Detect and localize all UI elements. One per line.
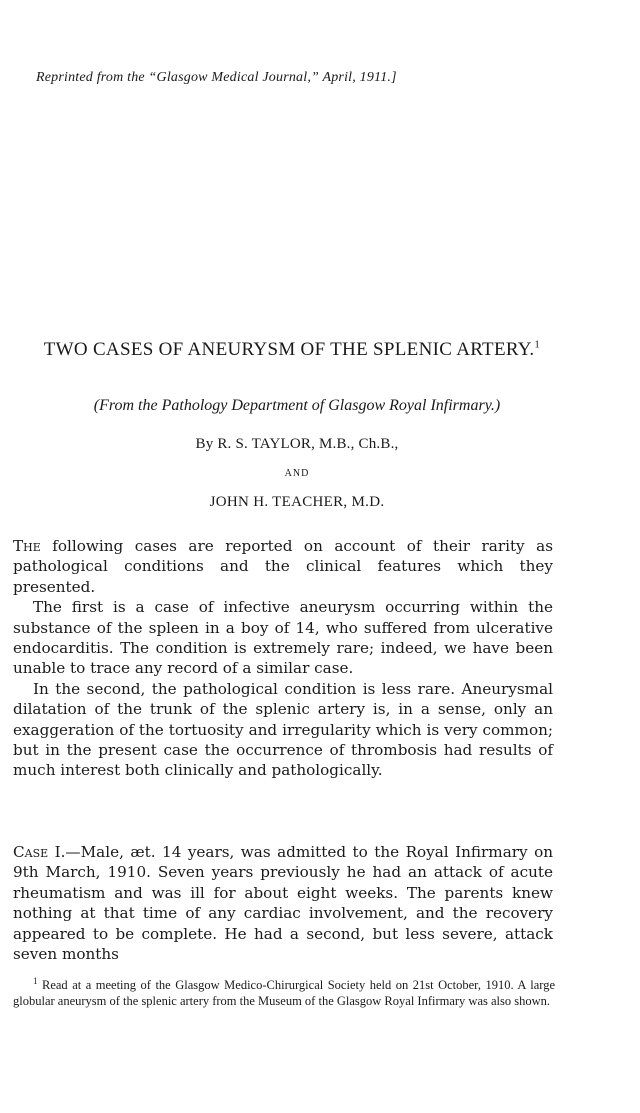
paragraph-1-text: following cases are reported on account of their rarity as pathological conditions and the clinical features which they presented. (13, 537, 553, 596)
case-1-section (13, 842, 553, 964)
paragraph-3: In the second, the pathological condition is less rare. Aneurysmal dilatation of the trunk of the splenic artery is, in a sense, only an exaggeration of the tortuosity and irregularity which is very common; but in the present case the occurrence of thrombosis had results of much interest both clinically and pathologically. (13, 679, 553, 780)
article-title-text: TWO CASES OF ANEURYSM OF THE SPLENIC ARTERY. (43, 339, 535, 360)
article-subtitle: (From the Pathology Department of Glasgow Royal Infirmary.) (93, 397, 501, 414)
second-author: JOHN H. TEACHER, M.D. (209, 494, 385, 510)
reprint-note: Reprinted from the “Glasgow Medical Journal,” April, 1911.] (36, 70, 397, 85)
case-1-text: I.—Male, æt. 14 years, was admitted to the Royal Infirmary on 9th March, 1910. Seven years previously he had an attack of acute rheumatism and was ill for about eight weeks. The parents knew nothing at that time of any cardiac involvement, and the recovery appeared to be complete. He had a second, but less severe, attack seven months (13, 843, 553, 964)
case-1-paragraph (13, 842, 553, 964)
footnote-paragraph (13, 973, 555, 1009)
introduction (13, 536, 553, 781)
paragraph-1-lead: The (13, 537, 41, 555)
case-1-lead: Case (13, 843, 49, 861)
paragraph-1 (13, 536, 553, 597)
footnote (13, 973, 555, 1009)
footnote-mark: 1 (33, 976, 38, 986)
author-separator: AND (284, 468, 310, 479)
byline: By R. S. TAYLOR, M.B., Ch.B., (195, 436, 399, 452)
article-title (12, 338, 572, 362)
footnote-text: Read at a meeting of the Glasgow Medico-Chirurgical Society held on 21st October, 1910. A large globular aneurysm of the splenic artery from the Museum of the Glasgow Royal Infirmary was also shown. (13, 978, 555, 1009)
title-footnote-mark: 1 (534, 338, 541, 351)
paragraph-2: The first is a case of infective aneurysm occurring within the substance of the spleen in a boy of 14, who suffered from ulcerative endocarditis. The condition is extremely rare; indeed, we have been unable to trace any record of a similar case. (13, 598, 553, 678)
